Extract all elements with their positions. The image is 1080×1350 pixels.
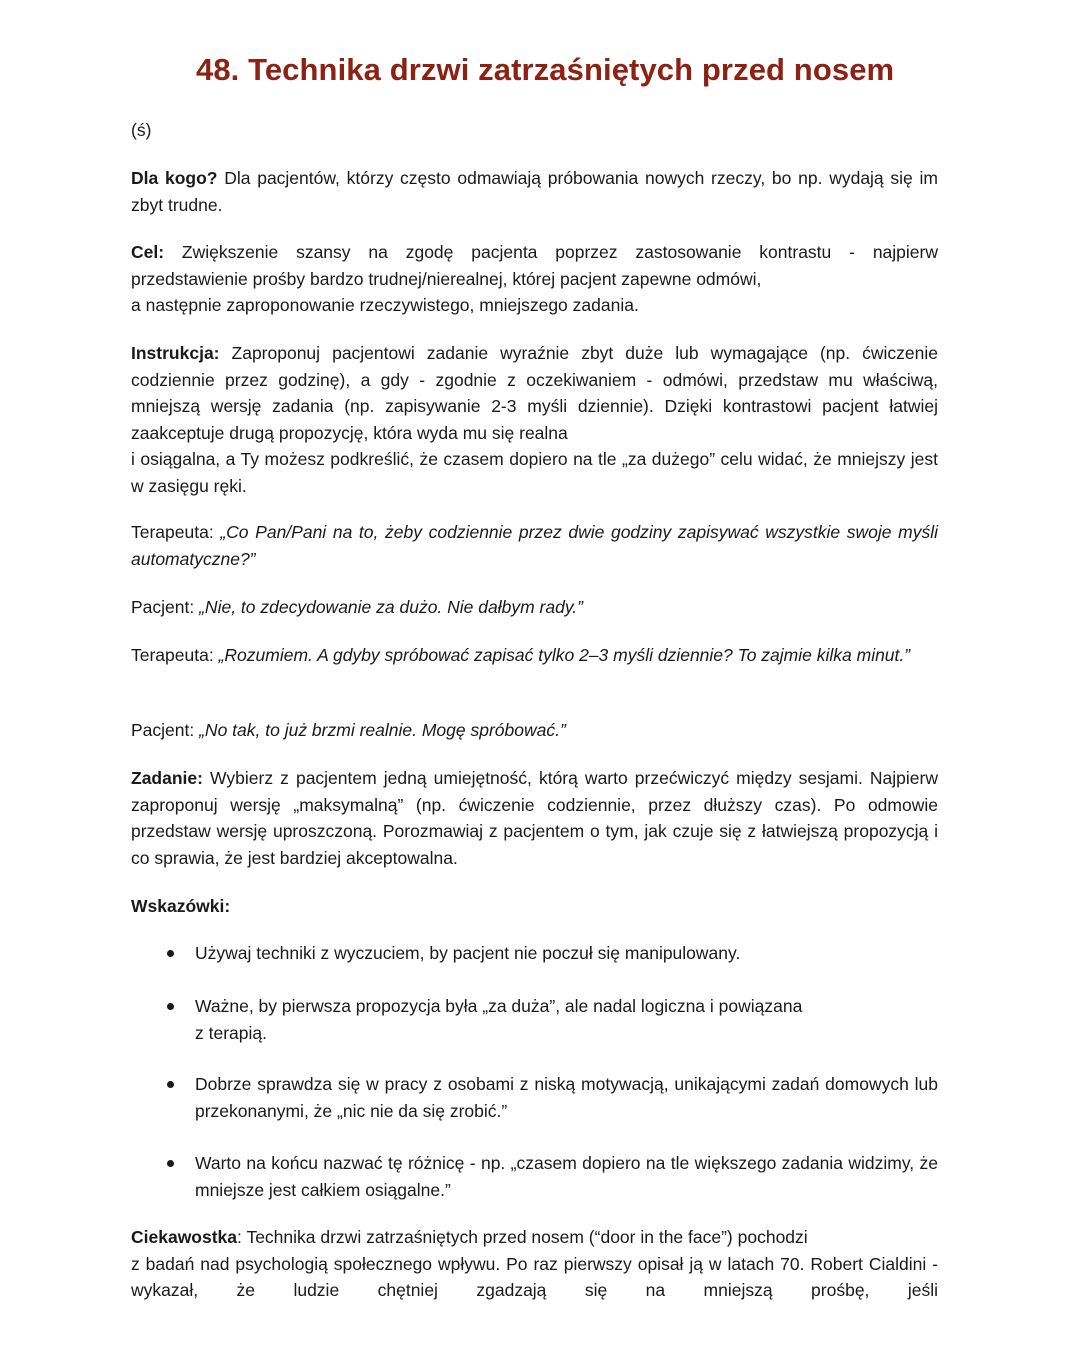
list-item-text: Warto na końcu nazwać tę różnicę - np. „czasem dopiero na tle większego zadania widzimy, że mniejsze jest całkiem osiągalne.” <box>195 1153 938 1200</box>
list-item-text: Ważne, by pierwsza propozycja była „za duża”, ale nadal logiczna i powiązana <box>195 996 803 1016</box>
page-title: 48. Technika drzwi zatrzaśniętych przed nosem <box>196 52 895 87</box>
dialogue-line <box>131 642 938 669</box>
cel-label: Cel: <box>131 242 165 262</box>
dialogue-speaker: Pacjent: <box>131 597 200 617</box>
list-item-text: Dobrze sprawdza się w pracy z osobami z niską motywacją, unikającymi zadań domowych lub przekonanymi, że „nic nie da się zrobić.” <box>195 1074 938 1121</box>
section-dla-kogo <box>131 165 938 218</box>
instrukcja-text-2: i osiągalna, a Ty możesz podkreślić, że czasem dopiero na tle „za dużego” celu widać, że mniejszy jest w zasięgu ręki. <box>131 449 938 496</box>
dialogue-quote: „No tak, to już brzmi realnie. Mogę spróbować.” <box>199 720 566 740</box>
instrukcja-text-1: Zaproponuj pacjentowi zadanie wyraźnie zbyt duże lub wymagające (np. ćwiczenie codziennie przez godzinę), a gdy - zgodnie z oczekiwaniem - odmówi, przedstaw mu właściwą, mniejszą wersję zadania (np. zapisywanie 2-3 myśli dziennie). Dzięki kontrastowi pacjent łatwiej zaakceptuje drugą propozycję, która wyda mu się realna <box>131 343 938 443</box>
cel-line-3: a następnie zaproponowanie rzeczywistego, mniejszego zadania. <box>131 295 639 315</box>
instrukcja-label: Instrukcja: <box>131 343 220 363</box>
dialogue-speaker: Pacjent: <box>131 720 200 740</box>
list-item-text-line-2: z terapią. <box>195 1022 267 1043</box>
section-ciekawostka <box>131 1224 938 1304</box>
section-instrukcja <box>131 340 938 499</box>
dialogue-line <box>131 717 938 744</box>
section-cel <box>131 239 938 319</box>
zadanie-text: Wybierz z pacjentem jedną umiejętność, którą warto przećwiczyć między sesjami. Najpierw zaproponuj wersję „maksymalną” (np. ćwiczenie codziennie, przez dłuższy czas). Po odmowie przedstaw wersję uproszczoną. Porozmawiaj z pacjentem o tym, jak czuje się z łatwiejszą propozycją i co sprawia, że jest bardziej akceptowalna. <box>131 768 938 868</box>
difficulty-symbol: (ś) <box>131 120 152 140</box>
bullet-icon <box>167 1160 174 1167</box>
bullet-icon <box>167 1003 174 1010</box>
dla-kogo-text: Dla pacjentów, którzy często odmawiają próbowania nowych rzeczy, bo np. wydają się im zbyt trudne. <box>131 168 938 215</box>
ciekawostka-line-1: : Technika drzwi zatrzaśniętych przed nosem (“door in the face”) pochodzi <box>237 1227 808 1247</box>
ciekawostka-label: Ciekawostka <box>131 1227 238 1247</box>
cel-line-2: przedstawienie prośby bardzo trudnej/nierealnej, której pacjent zapewne odmówi, <box>131 268 762 289</box>
section-zadanie <box>131 765 938 871</box>
dialogue-speaker: Terapeuta: <box>131 522 221 542</box>
bullet-icon <box>167 950 174 957</box>
cel-line-1: Zwiększenie szansy na zgodę pacjenta poprzez zastosowanie kontrastu - najpierw <box>164 242 938 262</box>
list-item-text: Używaj techniki z wyczuciem, by pacjent nie poczuł się manipulowany. <box>195 943 741 963</box>
dialogue-quote: „Nie, to zdecydowanie za dużo. Nie dałbym rady.” <box>199 597 583 617</box>
dialogue-line <box>131 519 938 572</box>
dialogue-quote: „Co Pan/Pani na to, żeby codziennie przez dwie godziny zapisywać wszystkie swoje myśli automatyczne?” <box>131 522 939 569</box>
bullet-icon <box>167 1081 174 1088</box>
wskazowki-heading: Wskazówki: <box>131 896 231 916</box>
dialogue-quote: „Rozumiem. A gdyby spróbować zapisać tylko 2–3 myśli dziennie? To zajmie kilka minut.” <box>218 645 911 665</box>
zadanie-label: Zadanie: <box>131 768 203 788</box>
dialogue-speaker: Terapeuta: <box>131 645 219 665</box>
ciekawostka-text: z badań nad psychologią społecznego wpływu. Po raz pierwszy opisał ją w latach 70. Robert Cialdini - wykazał, że ludzie chętniej zgadzają się na mniejszą prośbę, jeśli <box>131 1253 938 1300</box>
dialogue-line <box>131 594 938 621</box>
dla-kogo-label: Dla kogo? <box>131 168 218 188</box>
